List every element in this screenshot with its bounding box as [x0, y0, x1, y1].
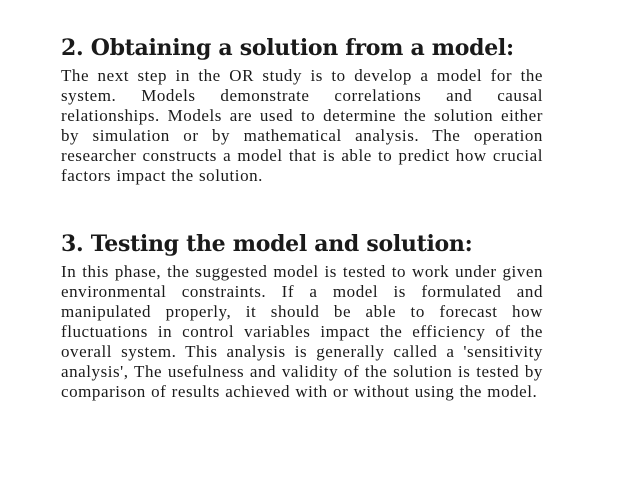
section-paragraph: In this phase, the suggested model is tested to work under given environmental constraints. If a model is formulated and manipulated properly, it should be able to forecast how fluctuations in control variables impact the efficiency of the overall system. This analysis is generally called a 'sensitivity analysis', The usefulness and validity of the solution is tested by comparison of results achieved with or without using the model. [61, 262, 543, 401]
section-heading: 2. Obtaining a solution from a model: [61, 35, 514, 61]
section-paragraph: The next step in the OR study is to develop a model for the system. Models demonstrate correlations and causal relationships. Models are used to determine the solution either by simulation or by mathematical analysis. The operation researcher constructs a model that is able to predict how crucial factors impact the solution. [61, 66, 543, 185]
section-obtaining-solution [61, 32, 543, 186]
section-heading: 3. Testing the model and solution: [61, 231, 473, 257]
section-testing-model [61, 228, 543, 402]
